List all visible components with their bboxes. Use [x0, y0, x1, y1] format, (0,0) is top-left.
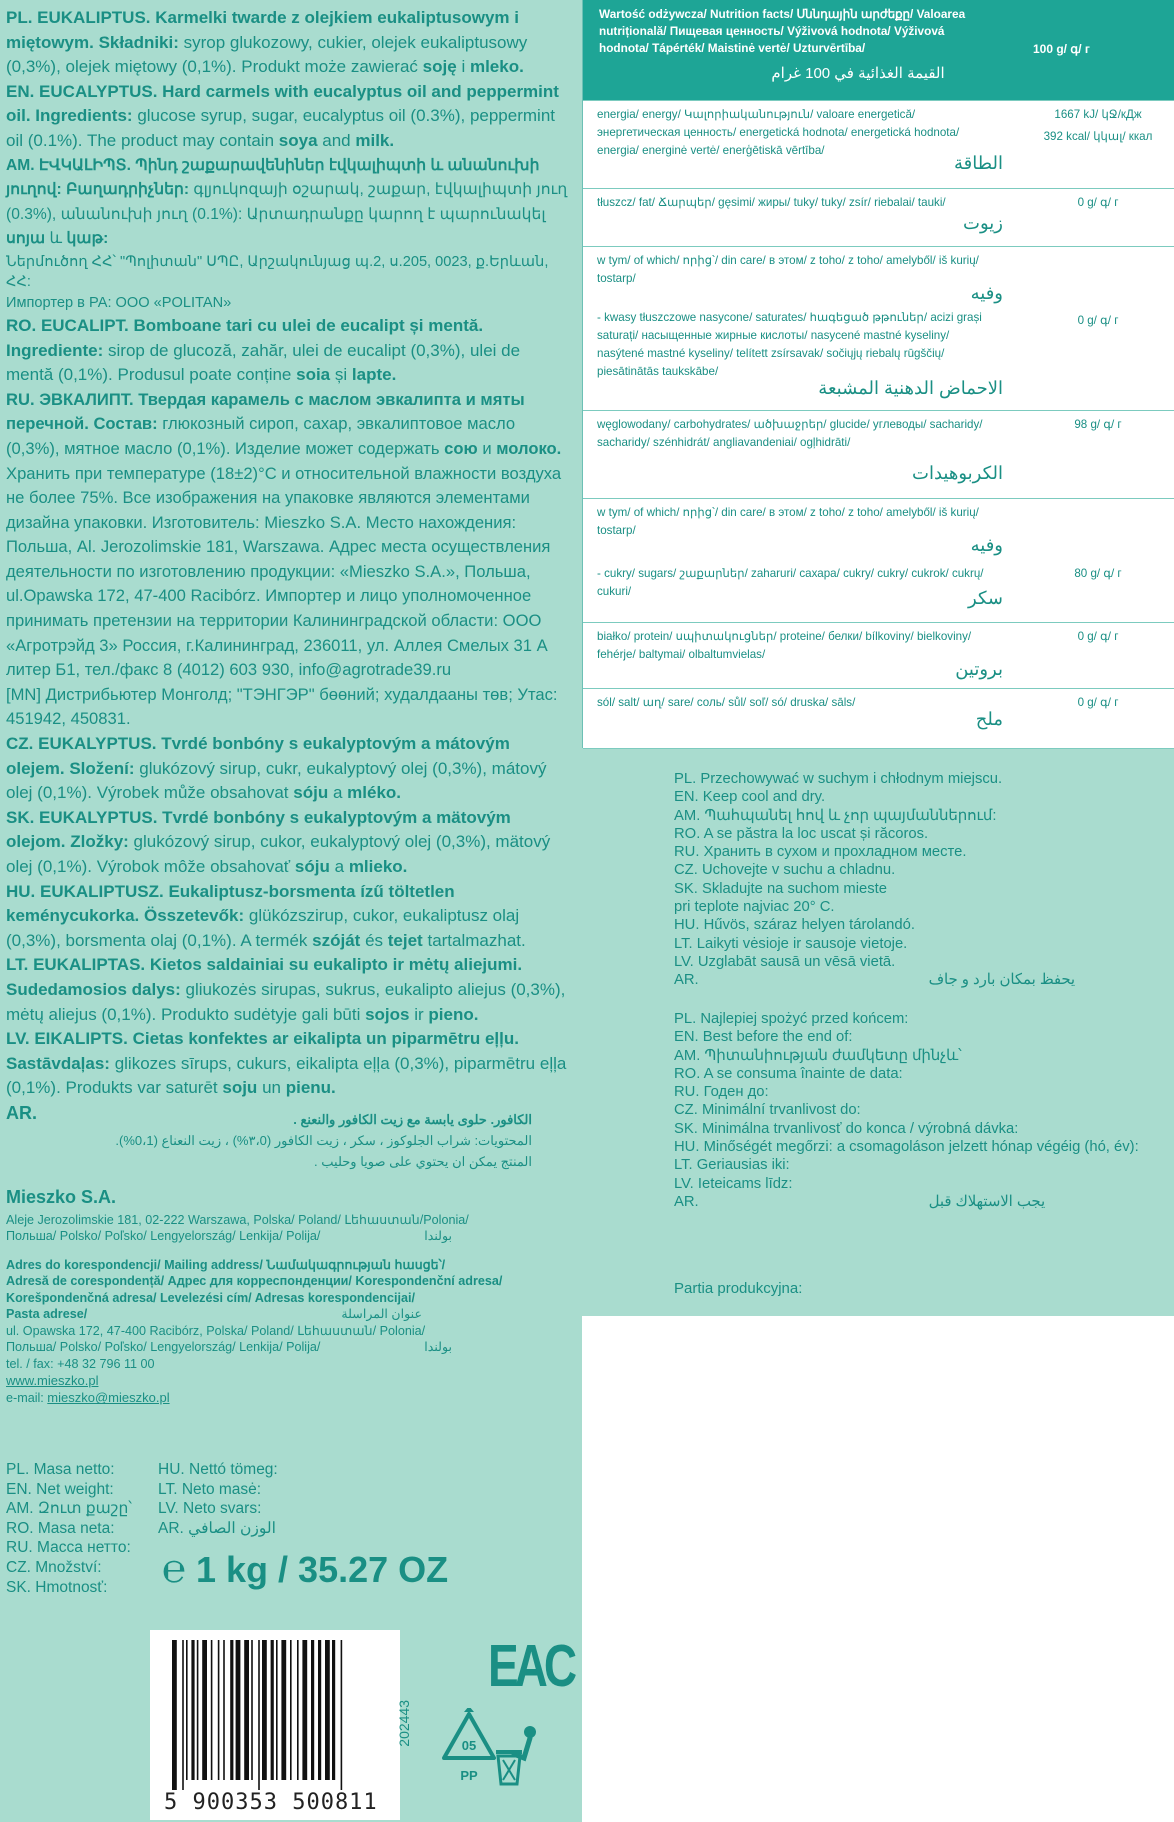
storage-line: RO. A se păstra la loc uscat și răcoros.	[674, 825, 929, 842]
ar-ingredients: المحتويات: شراب الجلوكوز ، سكر ، زيت الكافور (٣،0%) ، زيت النعناع (0،1%). المنتج يمكن ان يحتوي على صويا وحليب .	[115, 1132, 532, 1169]
barcode-bar	[230, 1640, 233, 1780]
company-website-link[interactable]: www.mieszko.pl	[6, 1373, 99, 1389]
company-email	[6, 1389, 572, 1407]
best-before-line: AM. Պիտանիության ժամկետը մինչև՝	[674, 1047, 962, 1064]
nutrient-label: - kwasy tłuszczowe nasycone/ saturates/ հագեցած թթուներ/ acizi grași saturați/ насыщенные жирные кислоты/ nasycené mastné kyseliny/ nasýtené mastné kyseliny/ telített zsírsavak/ sočiųjų riebalų rūgščių/ piesātinātās taukskābe/	[597, 311, 982, 378]
recycle-code: 05	[461, 1738, 477, 1753]
sk-title: SK. EUKALYPTUS. Tvrdé bonbóny s eukalyptovým a mätovým olejom.	[6, 807, 511, 852]
storage-line: LV. Uzglabāt sausā un vēsā vietā.	[674, 953, 896, 970]
sk-section	[6, 806, 572, 880]
lt-ingredients: gliukozės sirupas, sukrus, eukalipto aliejus (0,3%), mėtų aliejus (0,1%). Produkto sudėtyje gali būti	[6, 979, 566, 1024]
en-allergen-soy: soya	[278, 130, 318, 150]
nutrient-value: 392 kcal/ կկալ/ ккал	[1043, 130, 1153, 143]
hu-allergen-milk: tejet	[387, 930, 423, 950]
best-before-line: LV. Ieteicams līdz:	[674, 1175, 793, 1192]
lv-section	[6, 1027, 572, 1101]
barcode-bar	[325, 1640, 330, 1780]
en-section	[6, 80, 572, 154]
barcode-bar	[186, 1640, 188, 1780]
nw-label: LV. Neto svars:	[158, 1500, 262, 1518]
am-section	[6, 154, 572, 314]
nw-label: LT. Neto masė:	[158, 1480, 262, 1498]
barcode-bar	[258, 1640, 260, 1790]
nw-label: EN. Net weight:	[6, 1480, 114, 1498]
nutrition-row-of-which	[583, 246, 1174, 313]
en-allergen-milk: milk.	[355, 130, 395, 150]
lt-and: ir	[414, 1004, 424, 1024]
hu-tail: tartalmazhat.	[427, 930, 526, 950]
lt-section	[6, 953, 572, 1027]
nutrition-header	[583, 0, 1174, 100]
corr-label-4-text: Pasta adrese/	[6, 1307, 88, 1322]
ro-section	[6, 314, 572, 388]
storage-line: LT. Laikyti vėsioje ir sausoje vietoje.	[674, 935, 908, 952]
company-address-4: Польша/ Polsko/ Poľsko/ Lengyelország/ Lenkija/ Polija/	[6, 1340, 321, 1355]
en-and: and	[322, 130, 351, 150]
best-before-line: RO. A se consuma înainte de data:	[674, 1065, 903, 1082]
hu-section	[6, 880, 572, 954]
storage-line: pri teplote najviac 20° C.	[674, 899, 835, 916]
nutrient-value: 0 g/ գ/ г	[1077, 696, 1119, 709]
storage-ar-code: AR.	[674, 972, 699, 989]
en-title: EN. EUCALYPTUS. Hard carmels with eucalyptus oil and peppermint oil.	[6, 81, 559, 126]
nutrient-label-ar: بروتين	[955, 659, 1003, 679]
mn-distributor: [MN] Дистрибьютер Монголд; "ТЭНГЭР" бөөний; худалдааны төв; Утас: 451942, 450831.	[6, 684, 558, 729]
storage-line: RU. Хранить в сухом и прохладном месте.	[674, 844, 967, 861]
storage-ar-text: يحفظ بمكان بارد و جاف	[928, 972, 1076, 989]
ru-and: и	[482, 438, 492, 458]
company-name: Mieszko S.A.	[6, 1186, 117, 1207]
pl-section	[6, 6, 572, 80]
eac-mark-icon: EAC	[488, 1631, 574, 1699]
best-before-ar-code: AR.	[674, 1193, 699, 1210]
nutrition-table	[582, 0, 1174, 748]
ro-title: RO. EUCALIPT. Bomboane tari cu ulei de eucalipt și mentă.	[6, 315, 484, 335]
best-before-line: CZ. Minimální trvanlivost do:	[674, 1102, 861, 1119]
ru-allergen-milk: молоко.	[496, 438, 562, 458]
ru-section	[6, 388, 572, 732]
barcode-bar	[223, 1640, 225, 1780]
nutrient-label-ar: الكربوهيدات	[912, 463, 1003, 483]
nw-label: CZ. Množství:	[6, 1558, 102, 1576]
corr-label-4	[6, 1306, 572, 1323]
nutrient-label-ar: ملح	[975, 709, 1003, 729]
am-allergen-soy: սոյա	[6, 230, 46, 248]
estimated-sign-icon: ℮	[162, 1547, 187, 1591]
barcode-bar	[311, 1640, 314, 1780]
nutrient-value: 80 g/ գ/ г	[1074, 567, 1122, 580]
corr-label-1: Adres do korespondencji/ Mailing address/ Նամակագրության հասցե՝/	[6, 1257, 446, 1272]
cz-allergen-soy: sóju	[293, 783, 329, 803]
best-before-block	[674, 1010, 1154, 1211]
am-and: և	[49, 230, 63, 248]
hu-and: és	[365, 930, 384, 950]
lt-allergen-milk: pieno.	[428, 1004, 479, 1024]
best-before-line: RU. Годен до:	[674, 1084, 769, 1101]
ru-extra: Хранить при температуре (18±2)°С и относительной влажности воздуха не более 75%. Все изображения на упаковке являются элементами дизайна упаковки. Изготовитель: Mieszko S.A. Место нахождения: Польша, Al. Jerozolimskie 181, Warszawa. Адрес места осуществления деятельности по изготовлению продукции: «Mieszko S.A.», Польша, ul.Opawska 172, 47-400 Racibórz. Импортер и лицо уполномоченное принимать претензии на территории Калининградской области: ООО «Агротрэйд 3» Россия, г.Калининград, 236011, ул. Аллея Смелых 31 А литер Б1, тел./факс 8 (4012) 603 930, info@agrotrade39.ru	[6, 463, 562, 680]
sk-ingredients: glukózový sirup, cukor, eukalyptový olej (0,3%), mätový olej (0,1%). Výrobok môže obsahovať	[6, 832, 551, 876]
nw-label: PL. Masa netto:	[6, 1461, 115, 1478]
barcode-bar	[341, 1640, 343, 1790]
lv-ingredients: glikozes sīrups, cukurs, eikalipta eļļa (0,3%), piparmētru eļļa (0,1%). Produkts var saturēt	[6, 1053, 567, 1098]
nutrition-row-protein	[583, 622, 1174, 689]
barcode	[150, 1630, 400, 1820]
barcode-bar	[172, 1640, 177, 1790]
am-title: AM. ԷՎԿԱԼԻՊՏ. Պինդ շաքարավենիներ էվկալիպտի և անանուխի յուղով:	[6, 156, 540, 199]
storage-line: CZ. Uchovejte v suchu a chladnu.	[674, 862, 896, 879]
am-ingredients: գլյուկոզայի օշարակ, շաքար, էվկալիպտի յուղ (0.3%), անանուխի յուղ (0.1%): Արտադրանքը կարող է պարունակել	[6, 181, 568, 223]
nutrient-label-ar: الاحماض الدهنية المشبعة	[818, 378, 1003, 398]
nutrient-value: 0 g/ գ/ г	[1077, 630, 1119, 643]
barcode-bar	[276, 1640, 278, 1780]
sk-allergen-soy: sóju	[294, 857, 330, 876]
barcode-bar	[297, 1640, 299, 1780]
lv-title: LV. EIKALIPTS. Cietas konfektes ar eikalipta un piparmētru eļļu.	[6, 1029, 519, 1049]
pl-and: i	[461, 57, 466, 77]
am-importer: Ներմուծող ՀՀ՝ "Պոլիտան" ՍՊԸ, Արշակունյաց պ.2, ս.205, 0023, ք.Երևան, ՀՀ:	[6, 253, 549, 290]
company-addr1-text: Aleje Jerozolimskie 181, 02-222 Warszawa, Polska/ Poland/ Լեհաստան/Polonia/	[6, 1212, 469, 1227]
email-label: e-mail:	[6, 1391, 44, 1406]
en-ingredients: glucose syrup, sugar, eucalyptus oil (0.3%), peppermint oil (0.1%). The product may contain	[6, 106, 555, 150]
hu-ing-label: Összetevők:	[143, 906, 245, 926]
company-addr3-text: ul. Opawska 172, 47-400 Racibórz, Polska/ Poland/ Լեհաստան/ Polonia/	[6, 1323, 426, 1338]
nutrition-per-100g: 100 g/ գ/ г	[1033, 42, 1090, 56]
pl-ing-label: Składniki:	[98, 32, 179, 52]
nutrient-value: 0 g/ գ/ г	[1077, 314, 1119, 327]
nutrition-row-saturates	[583, 304, 1174, 410]
nutrition-row-fat	[583, 188, 1174, 247]
barcode-bar	[332, 1640, 335, 1780]
nutrition-row-sugars	[583, 560, 1174, 622]
nw-label: HU. Nettó tömeg:	[158, 1461, 278, 1478]
lot-code: 202443	[396, 1700, 412, 1747]
nw-label: RU. Масса нетто:	[6, 1539, 131, 1557]
hu-title: HU. EUKALIPTUSZ. Eukaliptusz-borsmenta ízű töltetlen keménycukorka.	[6, 881, 455, 926]
lv-ing-label: Sastāvdaļas:	[6, 1053, 110, 1073]
ar-code: AR.	[6, 1102, 37, 1123]
nutrition-row-carbs	[583, 410, 1174, 499]
company-addr1-ar: بولندا	[424, 1229, 452, 1244]
ru-title: RU. ЭВКАЛИПТ. Твердая карамель с маслом эвкалипта и мяты перечной.	[6, 389, 525, 434]
am-importer-ru: Импортер в РА: ООО «POLITAN»	[6, 294, 232, 311]
cz-section	[6, 732, 572, 806]
nutrient-value: 0 g/ գ/ г	[1077, 196, 1119, 209]
am-ing-label: Բաղադրիչներ:	[66, 181, 190, 199]
ar-section	[6, 1103, 572, 1183]
ro-ing-label: Ingrediente:	[6, 340, 104, 360]
barcode-bar	[262, 1640, 267, 1780]
storage-instructions	[674, 770, 1154, 990]
barcode-bar	[191, 1640, 194, 1780]
nutrient-label-ar: الطاقة	[954, 153, 1003, 173]
storage-line: SK. Skladujte na suchom mieste	[674, 880, 888, 897]
barcode-digits: 5 900353 500811	[164, 1790, 378, 1815]
sk-ing-label: Zložky:	[70, 832, 129, 852]
pl-title: PL. EUKALIPTUS. Karmelki twarde z olejkiem eukaliptusowym i miętowym.	[6, 8, 519, 52]
ro-allergen-soy: soia	[296, 365, 331, 385]
net-weight-labels-1	[6, 1460, 156, 1597]
lt-title: LT. EUKALIPTAS. Kietos saldainiai su eukalipto ir mėtų aliejumi.	[6, 955, 523, 975]
nutrition-header-ar: القيمة الغذائية في 100 غرام	[771, 65, 945, 82]
company-phone: tel. / fax: +48 32 796 11 00	[6, 1356, 155, 1371]
ro-allergen-milk: lapte.	[351, 365, 397, 385]
nutrition-header-text: Wartość odżywcza/ Nutrition facts/ Սննդային արժեքը/ Valoarea nutrițională/ Пищевая ценность/ Výživová hodnota/ Výživová hodnota/ Tápérték/ Maistinė vertė/ Uzturvērtība/	[599, 7, 966, 55]
trash-bin-icon	[490, 1724, 550, 1788]
ru-allergen-soy: сою	[444, 438, 478, 458]
recycle-material: PP	[460, 1768, 478, 1783]
nw-label: AR. الوزن الصافي	[158, 1519, 276, 1537]
nutrient-label: w tym/ of which/ որից՝/ din care/ в этом/ z toho/ z toho/ amelyből/ iš kurių/ tostarp/	[597, 506, 979, 537]
barcode-bar	[271, 1640, 274, 1780]
nutrient-label: węglowodany/ carbohydrates/ ածխաջրեր/ glucide/ углеводы/ sacharidy/ sacharidy/ szénhidrát/ angliavandeniai/ ogļhidrāti/	[597, 418, 983, 449]
nw-label: SK. Hmotnosť:	[6, 1578, 108, 1596]
nutrient-label-ar: زيوت	[963, 213, 1003, 233]
nutrient-label: białko/ protein/ սպիտակուցներ/ proteine/ белки/ bílkoviny/ bielkoviny/ fehérje/ baltymai/ olbaltumvielas/	[597, 630, 972, 661]
cz-title: CZ. EUKALYPTUS. Tvrdé bonbóny s eukalyptovým a mátovým olejem.	[6, 734, 510, 778]
lt-allergen-soy: sojos	[365, 1004, 410, 1024]
best-before-line: LT. Geriausias iki:	[674, 1157, 790, 1174]
ar-title: الكافور. حلوى يابسة مع زيت الكافور والنعنع .	[293, 1111, 532, 1127]
hu-ingredients: glükózszirup, cukor, eukaliptusz olaj (0,3%), borsmenta olaj (0,1%). A termék	[6, 906, 520, 950]
lv-and: un	[262, 1078, 281, 1098]
email-link[interactable]: mieszko@mieszko.pl	[47, 1390, 170, 1406]
best-before-line-ar	[674, 1193, 1154, 1211]
sk-and: a	[334, 857, 345, 876]
pl-allergen-milk: mleko.	[469, 57, 524, 77]
pl-ingredients: syrop glukozowy, cukier, olejek eukaliptusowy (0,3%), olejek miętowy (0,1%). Produkt może zawierać	[6, 32, 528, 77]
barcode-bar	[318, 1640, 321, 1780]
barcode-bar	[244, 1640, 249, 1780]
storage-line: PL. Przechowywać w suchym i chłodnym miejscu.	[674, 771, 1003, 787]
ar-text	[112, 1109, 532, 1172]
best-before-line: HU. Minőségét megőrzi: a csomagoláson jelzett hónap végéig (hó, év):	[674, 1139, 1139, 1156]
nw-label: RO. Masa neta:	[6, 1519, 115, 1537]
hu-allergen-soy: szóját	[312, 930, 361, 950]
nutrient-label: sól/ salt/ աղ/ sare/ соль/ sůl/ soľ/ só/ druska/ sāls/	[597, 696, 856, 709]
barcode-bar	[302, 1640, 307, 1780]
nutrient-label: tłuszcz/ fat/ Ճարպեր/ gęsimi/ жиры/ tuky/ tuky/ zsír/ riebalai/ tauki/	[597, 196, 946, 209]
storage-info	[582, 748, 1174, 1316]
company-info	[6, 1187, 572, 1407]
cz-ingredients: glukózový sirup, cukr, eukalyptový olej (0,3%), mátový olej (0,1%). Výrobek může obsahovat	[6, 758, 547, 803]
nutrition-row-salt	[583, 688, 1174, 749]
net-weight-text: 1 kg / 35.27 OZ	[196, 1549, 449, 1590]
barcode-bar	[236, 1640, 241, 1780]
sk-allergen-milk: mlieko.	[348, 857, 408, 876]
cz-and: a	[332, 783, 343, 803]
barcode-bar	[211, 1640, 213, 1780]
net-weight-labels-2	[158, 1460, 418, 1538]
nutrient-value: 98 g/ գ/ г	[1074, 418, 1122, 431]
ru-ingredients: глюкозный сироп, сахар, эвкалиптовое масло (0,3%), мятное масло (0,1%). Изделие может содержать	[6, 414, 516, 458]
lv-allergen-soy: soju	[222, 1078, 258, 1098]
net-weight-block	[6, 1460, 566, 1610]
storage-line-ar	[674, 971, 1154, 989]
corr-label-2: Adresă de corespondență/ Адрес для корреспонденции/ Korespondenční adresa/	[6, 1274, 503, 1289]
barcode-bar	[251, 1640, 253, 1780]
en-ing-label: Ingredients:	[35, 106, 133, 126]
ro-and: și	[334, 365, 348, 385]
nutrient-value: 1667 kJ/ կՋ/кДж	[1054, 108, 1142, 121]
ru-ing-label: Состав:	[93, 414, 158, 434]
best-before-ar-text: يجب الاستهلاك قبل	[928, 1193, 1046, 1210]
nw-label: AM. Զուտ քաշը՝	[6, 1500, 132, 1518]
barcode-bar	[182, 1640, 184, 1790]
storage-line: HU. Hűvös, száraz helyen tárolandó.	[674, 917, 915, 934]
nutrient-label: energia/ energy/ Կալորիականություն/ valoare energetică/ энергетическая ценность/ energetická hodnota/ energetická hodnota/ energia/ energinė vertė/ enerģētiskā vērtība/	[597, 108, 960, 157]
best-before-line: EN. Best before the end of:	[674, 1029, 853, 1046]
storage-line: AM. Պահպանել հով և չոր պայմաններում:	[674, 807, 997, 824]
barcode-bar	[202, 1640, 207, 1780]
cz-allergen-milk: mléko.	[347, 783, 402, 803]
nutrient-label: w tym/ of which/ որից՝/ din care/ в этом/ z toho/ z toho/ amelyből/ iš kurių/ tostarp/	[597, 254, 979, 285]
barcode-bars-icon	[166, 1640, 384, 1790]
cz-ing-label: Složení:	[69, 758, 135, 778]
net-weight-value	[162, 1547, 449, 1591]
best-before-line: PL. Najlepiej spożyć przed końcem:	[674, 1011, 909, 1027]
company-address-2: Польша/ Polsko/ Poľsko/ Lengyelország/ Lenkija/ Polija/	[6, 1229, 321, 1244]
corr-label-4-ar: عنوان المراسلة	[341, 1307, 422, 1322]
ro-ingredients: sirop de glucoză, zahăr, ulei de eucalipt (0,3%), ulei de mentă (0,1%). Produsul poate conține	[6, 340, 521, 385]
lv-allergen-milk: pienu.	[285, 1078, 336, 1098]
nutrition-row-energy	[583, 100, 1174, 189]
corr-label-3: Korešpondenčná adresa/ Levelezési cím/ Adresas korespondencijai/	[6, 1290, 415, 1305]
am-allergen-milk: կաթ:	[66, 230, 109, 248]
best-before-line: SK. Minimálna trvanlivosť do konca / výrobná dávka:	[674, 1120, 1019, 1137]
barcode-bar	[197, 1640, 199, 1780]
lt-ing-label: Sudedamosios dalys:	[6, 979, 181, 999]
barcode-bar	[290, 1640, 292, 1780]
barcode-bar	[218, 1640, 220, 1780]
nutrient-label-ar: سكر	[968, 588, 1003, 608]
nutrient-label-ar: وفيه	[970, 535, 1003, 555]
pl-allergen-soy: soję	[422, 57, 457, 77]
nutrient-label: - cukry/ sugars/ շաքարներ/ zaharuri/ сахара/ cukry/ cukry/ cukrok/ cukrų/ cukuri/	[597, 567, 984, 598]
nutrition-row-of-which-2	[583, 498, 1174, 565]
batch-label: Partia produkcyjna:	[674, 1280, 803, 1297]
nutrient-label-ar: وفيه	[970, 283, 1003, 303]
storage-line: EN. Keep cool and dry.	[674, 789, 826, 806]
barcode-bar	[281, 1640, 286, 1780]
company-addr3-ar: بولندا	[424, 1340, 452, 1355]
blank-print-area	[582, 1316, 1174, 1822]
